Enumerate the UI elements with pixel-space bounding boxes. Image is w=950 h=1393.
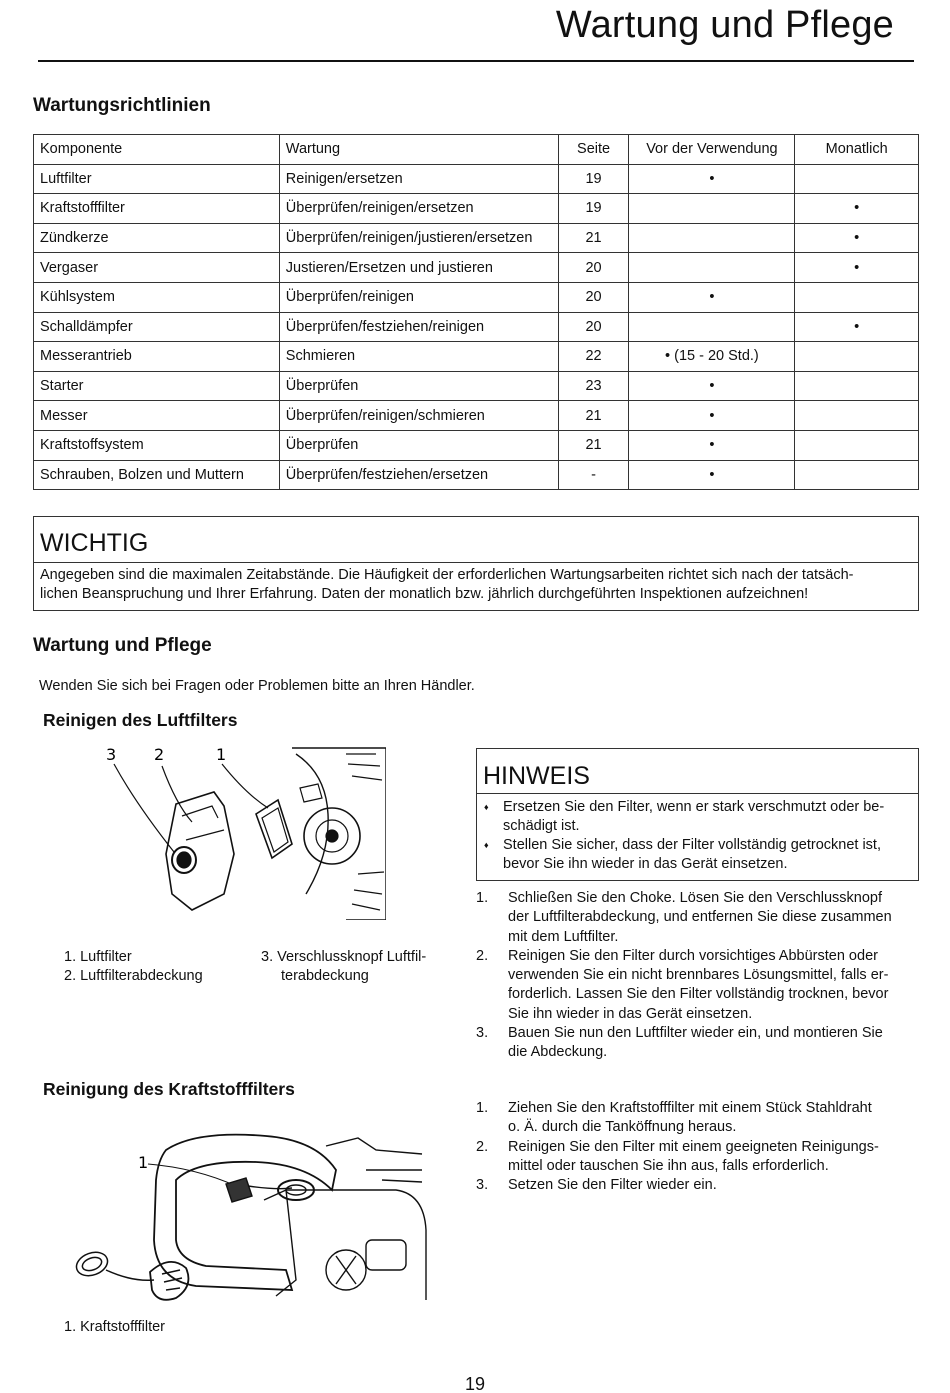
cell-before-use: • <box>629 371 795 401</box>
cell-component: Messer <box>34 401 280 431</box>
cell-maintenance: Justieren/Ersetzen und justieren <box>279 253 558 283</box>
step-line: o. Ä. durch die Tanköffnung heraus. <box>508 1119 737 1136</box>
cell-page: 19 <box>558 194 629 224</box>
step-line: Bauen Sie nun den Luftfilter wieder ein, und montieren Sie <box>508 1025 883 1042</box>
cell-component: Vergaser <box>34 253 280 283</box>
important-notice-text <box>34 563 918 607</box>
step-item <box>476 1176 919 1195</box>
step-line: mit dem Luftfilter. <box>508 928 619 945</box>
step-number: 3. <box>476 1177 489 1194</box>
cell-before-use: • <box>629 164 795 194</box>
cell-before-use <box>629 253 795 283</box>
cell-monthly <box>795 371 919 401</box>
step-line: Reinigen Sie den Filter durch vorsichtiges Abbürsten oder <box>508 947 878 964</box>
cell-monthly: • <box>795 253 919 283</box>
air-filter-illustration <box>96 744 386 920</box>
cell-before-use: • <box>629 282 795 312</box>
cell-maintenance: Überprüfen <box>279 430 558 460</box>
step-item <box>476 947 919 1024</box>
cell-component: Starter <box>34 371 280 401</box>
cell-monthly <box>795 282 919 312</box>
cell-component: Kraftstoffsystem <box>34 430 280 460</box>
cell-monthly: • <box>795 223 919 253</box>
table-row <box>34 460 919 490</box>
cell-maintenance: Überprüfen/festziehen/reinigen <box>279 312 558 342</box>
step-line: Setzen Sie den Filter wieder ein. <box>508 1177 717 1194</box>
cell-page: 20 <box>558 282 629 312</box>
step-line: die Abdeckung. <box>508 1044 608 1061</box>
cell-monthly: • <box>795 194 919 224</box>
cell-page: 23 <box>558 371 629 401</box>
step-item <box>476 1024 919 1063</box>
callout-2: 2 <box>154 745 165 764</box>
cell-before-use: • <box>629 401 795 431</box>
care-intro-text: Wenden Sie sich bei Fragen oder Problemen bitte an Ihren Händler. <box>39 678 475 694</box>
table-row <box>34 371 919 401</box>
table-row <box>34 282 919 312</box>
maintenance-table <box>33 134 919 490</box>
table-row <box>34 342 919 372</box>
cell-component: Kühlsystem <box>34 282 280 312</box>
cell-page: 22 <box>558 342 629 372</box>
cell-monthly <box>795 430 919 460</box>
step-number: 3. <box>476 1025 489 1042</box>
table-row <box>34 401 919 431</box>
notice-list <box>477 794 918 874</box>
table-row <box>34 253 919 283</box>
notice-item <box>483 836 912 874</box>
subheading-air-filter: Reinigen des Luftfilters <box>43 710 238 730</box>
cell-monthly <box>795 164 919 194</box>
table-row <box>34 164 919 194</box>
cell-page: 19 <box>558 164 629 194</box>
cell-component: Luftfilter <box>34 164 280 194</box>
step-item <box>476 1138 919 1177</box>
cell-before-use: • <box>629 430 795 460</box>
cell-page: 21 <box>558 430 629 460</box>
notice-line: bevor Sie ihn wieder in das Gerät einsetzen. <box>503 856 788 872</box>
cell-monthly <box>795 342 919 372</box>
step-item <box>476 889 919 947</box>
cell-page: 20 <box>558 312 629 342</box>
air-filter-caption-3: 3. Verschlussknopf Luftfil- <box>261 949 427 965</box>
cell-before-use <box>629 194 795 224</box>
fuel-filter-caption: 1. Kraftstofffilter <box>64 1319 166 1335</box>
step-number: 1. <box>476 1100 489 1116</box>
notice-item <box>483 798 912 836</box>
table-row <box>34 194 919 224</box>
fuel-cap-illustration <box>62 1246 202 1306</box>
notice-line: ♦ Stellen Sie sicher, dass der Filter vollständig getrocknet ist, <box>503 837 881 853</box>
cell-page: 20 <box>558 253 629 283</box>
cell-maintenance: Überprüfen/festziehen/ersetzen <box>279 460 558 490</box>
section-heading-care: Wartung und Pflege <box>33 635 212 656</box>
notice-line: ♦ Ersetzen Sie den Filter, wenn er stark verschmutzt oder be- <box>503 799 885 815</box>
notice-title: HINWEIS <box>477 749 918 794</box>
important-notice-box <box>33 516 919 611</box>
step-line: verwenden Sie ein nicht brennbares Lösungsmittel, falls er- <box>508 967 889 984</box>
cell-maintenance: Überprüfen/reinigen/schmieren <box>279 401 558 431</box>
cell-page: 21 <box>558 401 629 431</box>
important-notice-title: WICHTIG <box>34 517 918 563</box>
cell-monthly <box>795 401 919 431</box>
cell-maintenance: Überprüfen/reinigen/ersetzen <box>279 194 558 224</box>
cell-maintenance: Schmieren <box>279 342 558 372</box>
important-notice-line: Angegeben sind die maximalen Zeitabstände. Die Häufigkeit der erforderlichen Wartungsarbeiten richtet sich nach der tatsäch- <box>40 567 854 583</box>
step-line: forderlich. Lassen Sie den Filter vollständig trocknen, bevor <box>508 986 889 1003</box>
cell-before-use <box>629 312 795 342</box>
cell-component: Zündkerze <box>34 223 280 253</box>
notice-box <box>476 748 919 881</box>
cell-maintenance: Reinigen/ersetzen <box>279 164 558 194</box>
table-row <box>34 430 919 460</box>
title-divider <box>38 60 914 62</box>
header-monthly: Monatlich <box>795 135 919 165</box>
cell-before-use: • (15 - 20 Std.) <box>629 342 795 372</box>
cell-page: 21 <box>558 223 629 253</box>
callout-3: 3 <box>106 745 117 764</box>
step-item <box>476 1099 919 1138</box>
table-header-row <box>34 135 919 165</box>
callout-1: 1 <box>138 1153 149 1172</box>
cell-monthly: • <box>795 312 919 342</box>
table-row <box>34 312 919 342</box>
cell-maintenance: Überprüfen <box>279 371 558 401</box>
air-filter-caption-1: 1. Luftfilter <box>64 949 132 965</box>
cell-before-use <box>629 223 795 253</box>
callout-1: 1 <box>216 745 227 764</box>
cell-maintenance: Überprüfen/reinigen <box>279 282 558 312</box>
cell-component: Schrauben, Bolzen und Muttern <box>34 460 280 490</box>
air-filter-caption-2: 2. Luftfilterabdeckung <box>64 968 203 984</box>
important-notice-line: lichen Beanspruchung und Ihrer Erfahrung. Daten der monatlich bzw. jährlich durchgeführten Inspektionen aufzeichnen! <box>40 586 809 602</box>
air-filter-caption-3-cont: terabdeckung <box>281 968 369 984</box>
page-number: 19 <box>464 1374 486 1393</box>
step-line: Schließen Sie den Choke. Lösen Sie den Verschlussknopf <box>508 890 883 906</box>
cell-monthly <box>795 460 919 490</box>
notice-line: schädigt ist. <box>503 818 580 834</box>
header-before-use: Vor der Verwendung <box>629 135 795 165</box>
cell-component: Schalldämpfer <box>34 312 280 342</box>
table-row <box>34 223 919 253</box>
step-line: der Luftfilterabdeckung, und entfernen Sie diese zusammen <box>508 909 892 926</box>
cell-before-use: • <box>629 460 795 490</box>
step-line: Reinigen Sie den Filter mit einem geeigneten Reinigungs- <box>508 1138 879 1155</box>
page-title: Wartung und Pflege <box>555 4 894 46</box>
air-filter-drawing <box>96 744 386 920</box>
fuel-filter-steps <box>476 1099 919 1195</box>
header-maintenance: Wartung <box>279 135 558 165</box>
step-line: Ziehen Sie den Kraftstofffilter mit einem Stück Stahldraht <box>508 1100 872 1116</box>
step-line: mittel oder tauschen Sie ihn aus, falls erforderlich. <box>508 1157 829 1174</box>
cell-maintenance: Überprüfen/reinigen/justieren/ersetzen <box>279 223 558 253</box>
header-component: Komponente <box>34 135 280 165</box>
step-number: 2. <box>476 1138 489 1155</box>
cell-page: - <box>558 460 629 490</box>
fuel-cap-drawing <box>62 1246 202 1306</box>
step-number: 1. <box>476 890 489 906</box>
cell-component: Kraftstofffilter <box>34 194 280 224</box>
subheading-fuel-filter: Reinigung des Kraftstofffilters <box>43 1079 295 1099</box>
step-line: Sie ihn wieder in das Gerät einsetzen. <box>508 1005 753 1022</box>
air-filter-steps <box>476 889 919 1063</box>
cell-component: Messerantrieb <box>34 342 280 372</box>
header-page: Seite <box>558 135 629 165</box>
step-number: 2. <box>476 947 489 964</box>
section-heading-guidelines: Wartungsrichtlinien <box>33 95 211 116</box>
